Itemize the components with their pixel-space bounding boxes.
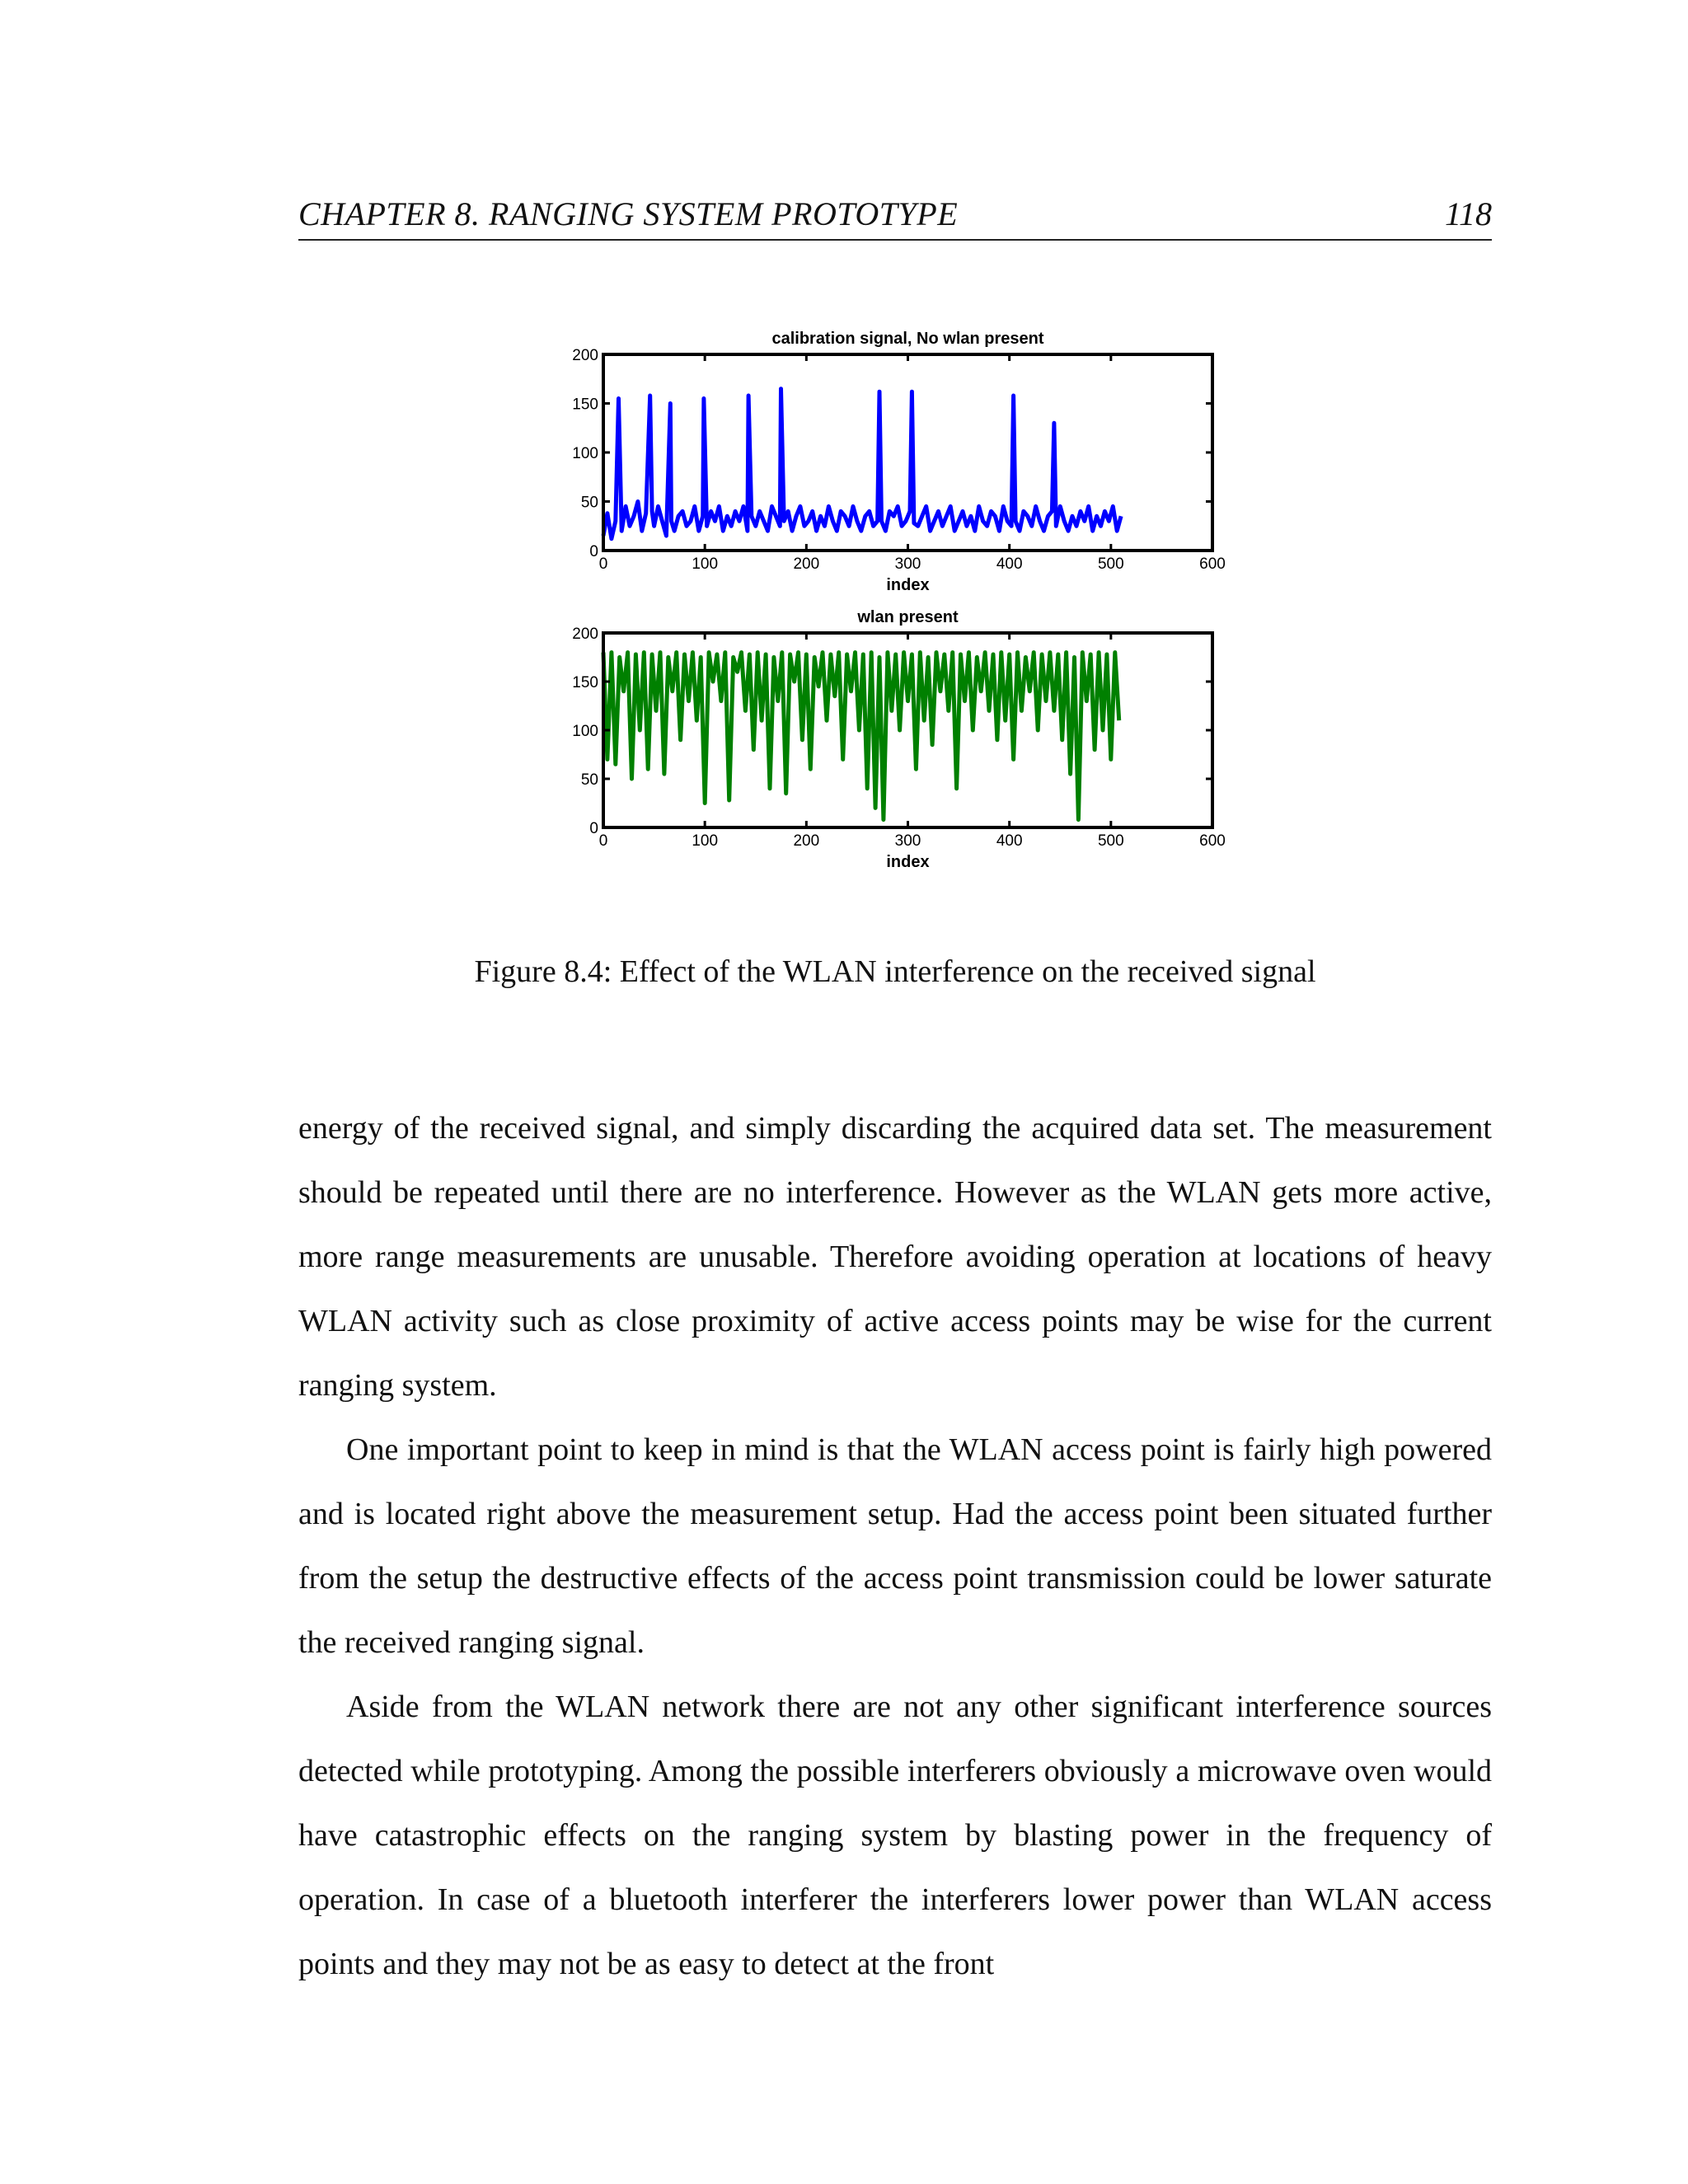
x-tick-label: 400 [996, 555, 1023, 573]
x-tick-label: 0 [598, 555, 608, 573]
plot-title: wlan present [857, 608, 959, 626]
body-text [298, 1096, 1492, 1996]
y-tick-label: 200 [572, 347, 598, 364]
page-number: 118 [1444, 195, 1492, 232]
chapter-title: CHAPTER 8. RANGING SYSTEM PROTOTYPE [298, 195, 959, 232]
y-tick-label: 50 [580, 494, 598, 512]
x-tick-label: 400 [996, 832, 1023, 850]
y-tick-label: 0 [589, 543, 598, 560]
data-series-line [603, 389, 1121, 539]
figure-8-4 [536, 317, 1236, 886]
x-tick-label: 300 [894, 555, 921, 573]
x-tick-label: 300 [894, 832, 921, 850]
x-tick-label: 500 [1097, 555, 1124, 573]
plot-panel-2 [572, 608, 1226, 871]
y-tick-label: 100 [572, 445, 598, 462]
paragraph-3: Aside from the WLAN network there are not any other significant interference sources detected while prototyping. Among the possible interferers obviously a microwave oven would have catastrophic effects on the ranging system by blasting power in the frequency of operation. In case of a bluetooth interferer the interferers lower power than WLAN access points and they may not be as easy to detect at the front [298, 1690, 1492, 1981]
y-tick-label: 50 [580, 771, 598, 789]
x-tick-label: 200 [793, 555, 820, 573]
x-axis-label: index [886, 853, 930, 871]
x-tick-label: 100 [692, 832, 719, 850]
y-tick-label: 100 [572, 723, 598, 740]
x-tick-label: 600 [1199, 555, 1226, 573]
plot-panel-1 [572, 330, 1226, 594]
paragraph-2: One important point to keep in mind is that the WLAN access point is fairly high powered and is located right above the measurement setup. Had the access point been situated further from the setup the destructive effects of the access point transmission could be lower saturate the received ranging signal. [298, 1432, 1492, 1660]
data-series-line [603, 653, 1119, 820]
y-tick-label: 150 [572, 396, 598, 414]
figure-caption: Figure 8.4: Effect of the WLAN interference on the received signal [474, 954, 1316, 989]
paragraph-1: energy of the received signal, and simply discarding the acquired data set. The measurement should be repeated until there are no interference. However as the WLAN gets more active, more range measurements are unusable. Therefore avoiding operation at locations of heavy WLAN activity such as close proximity of active access points may be wise for the current ranging system. [298, 1111, 1492, 1403]
x-tick-label: 600 [1199, 832, 1226, 850]
y-tick-label: 0 [589, 820, 598, 837]
plot-title: calibration signal, No wlan present [771, 330, 1044, 348]
x-tick-label: 200 [793, 832, 820, 850]
y-tick-label: 150 [572, 674, 598, 691]
y-tick-label: 200 [572, 626, 598, 643]
x-tick-label: 100 [692, 555, 719, 573]
x-tick-label: 500 [1097, 832, 1124, 850]
running-header [298, 194, 1492, 241]
x-axis-label: index [886, 576, 930, 594]
wlan-interference-chart [536, 317, 1236, 886]
x-tick-label: 0 [598, 832, 608, 850]
